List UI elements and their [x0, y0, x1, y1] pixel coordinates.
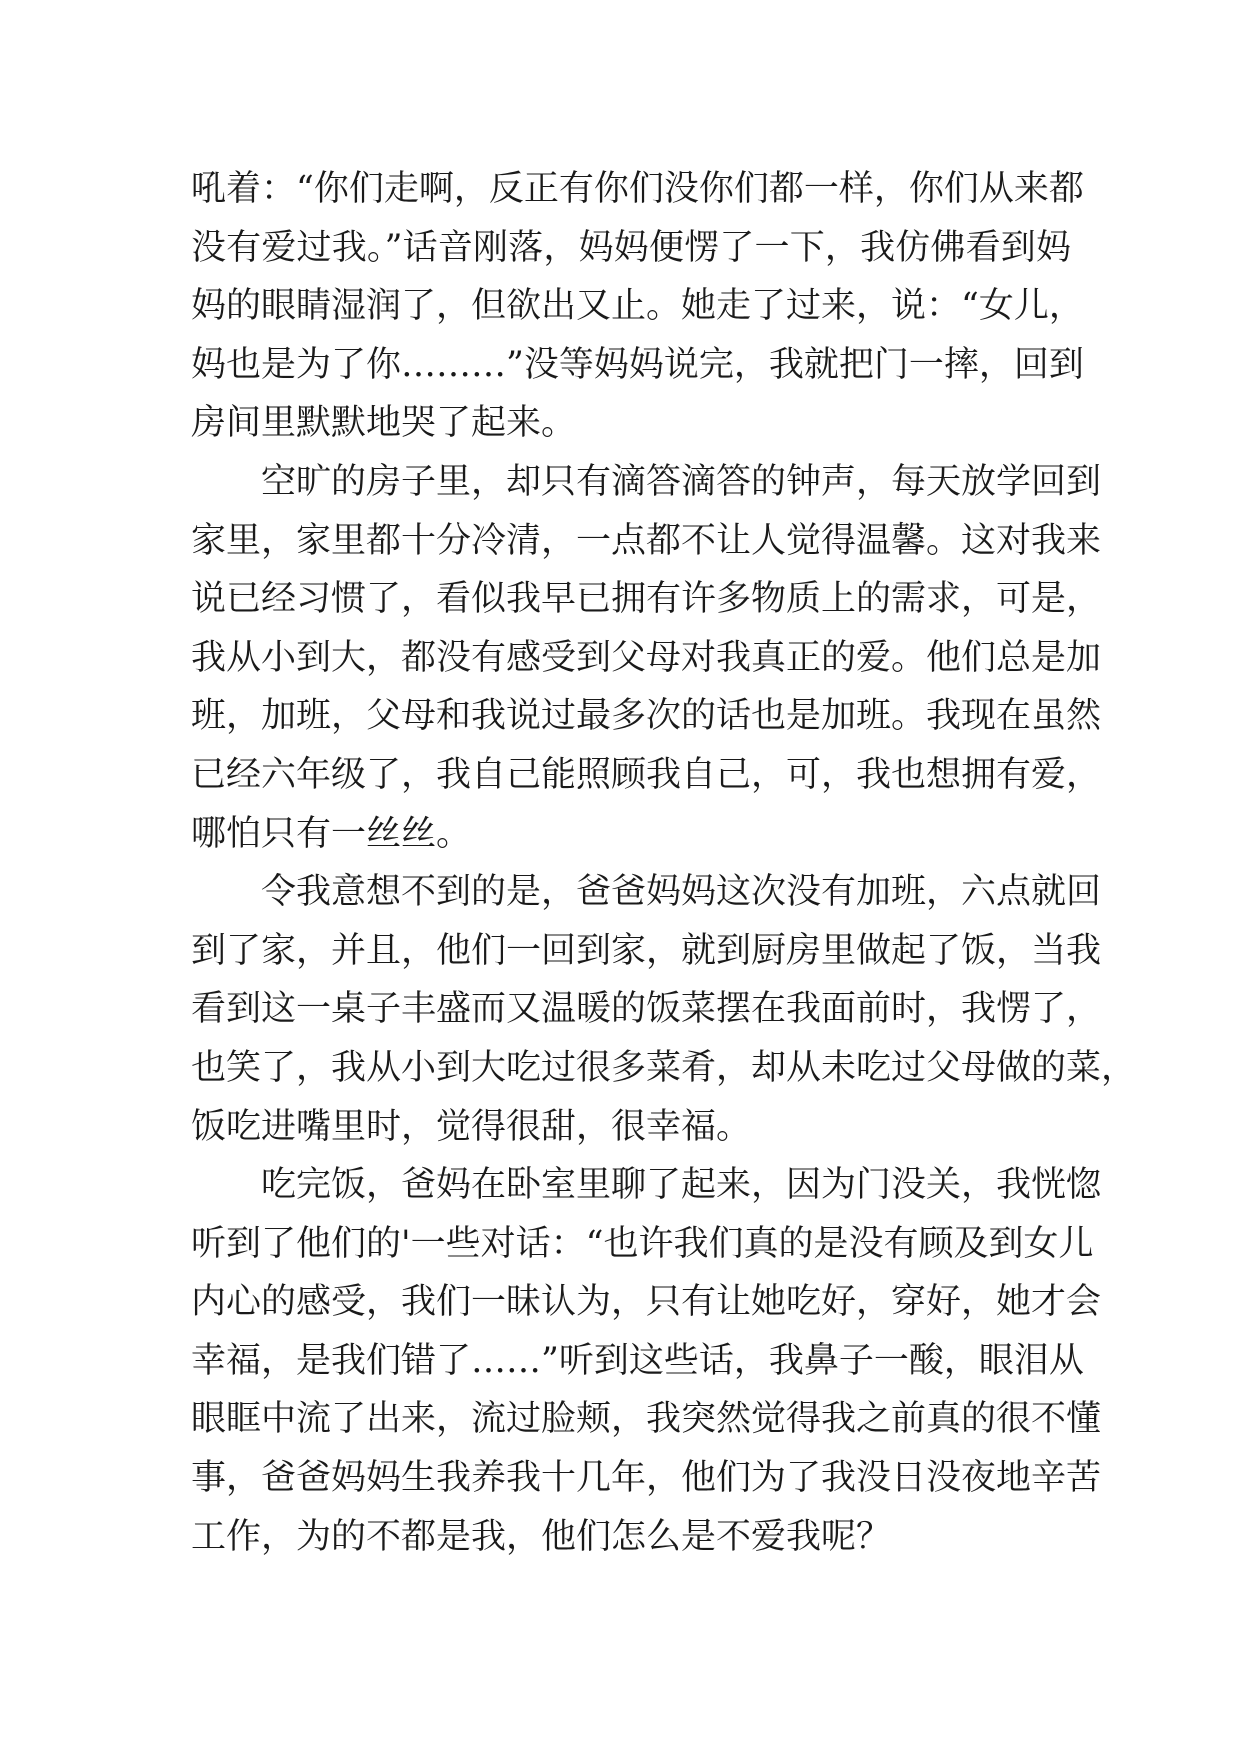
text-line: 妈也是为了你………”没等妈妈说完，我就把门一摔，回到: [191, 344, 1084, 385]
text-line: 听到了他们的'一些对话：“也许我们真的是没有顾及到女儿: [191, 1223, 1094, 1264]
paragraph: [191, 863, 1137, 1156]
text-line: 已经六年级了，我自己能照顾我自己，可，我也想拥有爱，: [191, 754, 1102, 795]
text-line: 看到这一桌子丰盛而又温暖的饭菜摆在我面前时，我愣了，: [191, 989, 1102, 1030]
text-line: 妈的眼睛湿润了，但欲出又止。她走了过来，说：“女儿，: [191, 286, 1084, 327]
text-line: 令我意想不到的是，爸爸妈妈这次没有加班，六点就回: [261, 872, 1102, 913]
text-line: 眼眶中流了出来，流过脸颊，我突然觉得我之前真的很不懂: [191, 1399, 1102, 1440]
paragraph: [191, 160, 1084, 453]
text-line: 我从小到大，都没有感受到父母对我真正的爱。他们总是加: [191, 637, 1102, 678]
text-line: 家里，家里都十分冷清，一点都不让人觉得温馨。这对我来: [191, 520, 1102, 561]
text-line: 幸福，是我们错了……”听到这些话，我鼻子一酸，眼泪从: [191, 1340, 1084, 1381]
text-line: 事，爸爸妈妈生我养我十几年，他们为了我没日没夜地辛苦: [191, 1458, 1102, 1499]
text-line: 工作，为的不都是我，他们怎么是不爱我呢？: [191, 1516, 892, 1557]
text-line: 吼着：“你们走啊，反正有你们没你们都一样，你们从来都: [191, 169, 1084, 209]
text-line: 也笑了，我从小到大吃过很多菜肴，却从未吃过父母做的菜，: [191, 1047, 1137, 1088]
paragraph: [191, 1156, 1102, 1566]
text-line: 说已经习惯了，看似我早已拥有许多物质上的需求，可是，: [191, 579, 1102, 620]
body-text: [191, 160, 1137, 1566]
text-line: 班，加班，父母和我说过最多次的话也是加班。我现在虽然: [191, 696, 1102, 737]
text-line: 饭吃进嘴里时，觉得很甜，很幸福。: [191, 1106, 752, 1147]
text-line: 内心的感受，我们一昧认为，只有让她吃好，穿好，她才会: [191, 1282, 1102, 1323]
text-line: 空旷的房子里，却只有滴答滴答的钟声，每天放学回到: [261, 461, 1102, 502]
text-line: 房间里默默地哭了起来。: [191, 403, 577, 444]
text-line: 吃完饭，爸妈在卧室里聊了起来，因为门没关，我恍惚: [261, 1165, 1102, 1206]
text-line: 没有爱过我。”话音刚落，妈妈便愣了一下，我仿佛看到妈: [191, 227, 1071, 268]
text-line: 到了家，并且，他们一回到家，就到厨房里做起了饭，当我: [191, 930, 1102, 971]
text-line: 哪怕只有一丝丝。: [191, 813, 472, 854]
paragraph: [191, 453, 1102, 863]
